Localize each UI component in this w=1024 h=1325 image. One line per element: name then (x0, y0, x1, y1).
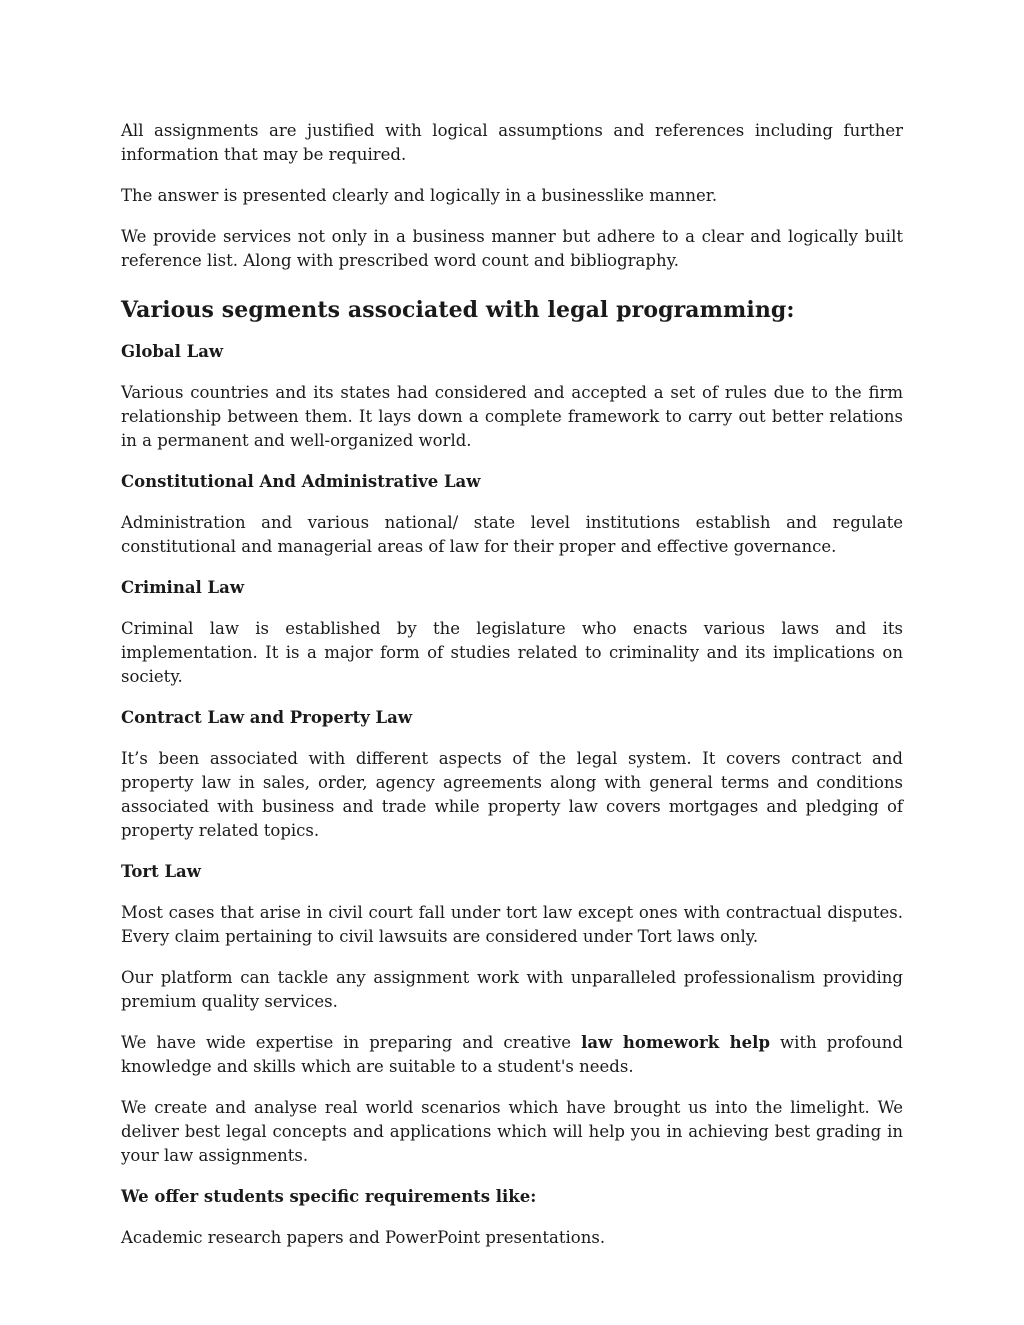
intro-paragraph-2: The answer is presented clearly and logically in a businesslike manner. (121, 186, 718, 205)
closing-paragraph-2-before: We have wide expertise in preparing and creative (121, 1033, 572, 1052)
law-homework-help-link[interactable]: law homework help (581, 1033, 770, 1052)
document-page (121, 119, 903, 1267)
constitutional-law-body: Administration and various national/ state level institutions establish and regulate constitutional and managerial areas of law for their proper and effective governance. (121, 513, 903, 556)
criminal-law-title: Criminal Law (121, 578, 245, 597)
contract-law-title: Contract Law and Property Law (121, 708, 413, 727)
tort-law-title: Tort Law (121, 862, 201, 881)
closing-paragraph-1: Our platform can tackle any assignment work with unparalleled professionalism providing premium quality services. (121, 968, 903, 1011)
tort-law-body: Most cases that arise in civil court fall under tort law except ones with contractual disputes. Every claim pertaining to civil lawsuits are considered under Tort laws only. (121, 903, 903, 946)
closing-paragraph-2 (121, 1031, 903, 1079)
closing-paragraph-3: We create and analyse real world scenarios which have brought us into the limelight. We deliver best legal concepts and applications which will help you in achieving best grading in your law assignments. (121, 1098, 903, 1165)
global-law-title: Global Law (121, 342, 224, 361)
offer-item: Academic research papers and PowerPoint presentations. (121, 1228, 606, 1247)
offer-title: We offer students specific requirements like: (121, 1187, 537, 1206)
intro-paragraph-3: We provide services not only in a business manner but adhere to a clear and logically built reference list. Along with prescribed word count and bibliography. (121, 227, 903, 270)
section-heading: Various segments associated with legal programming: (121, 297, 795, 323)
criminal-law-body: Criminal law is established by the legislature who enacts various laws and its implementation. It is a major form of studies related to criminality and its implications on society. (121, 619, 903, 686)
intro-paragraph-1: All assignments are justified with logical assumptions and references including further information that may be required. (121, 121, 903, 164)
closing-paragraph-2-after: with profound knowledge and skills which are suitable to a student's needs. (121, 1033, 903, 1076)
global-law-body: Various countries and its states had considered and accepted a set of rules due to the firm relationship between them. It lays down a complete framework to carry out better relations in a permanent and well-organized world. (121, 383, 903, 450)
constitutional-law-title: Constitutional And Administrative Law (121, 472, 481, 491)
contract-law-body: It’s been associated with different aspects of the legal system. It covers contract and property law in sales, order, agency agreements along with general terms and conditions associated with business and trade while property law covers mortgages and pledging of property related topics. (121, 749, 903, 840)
